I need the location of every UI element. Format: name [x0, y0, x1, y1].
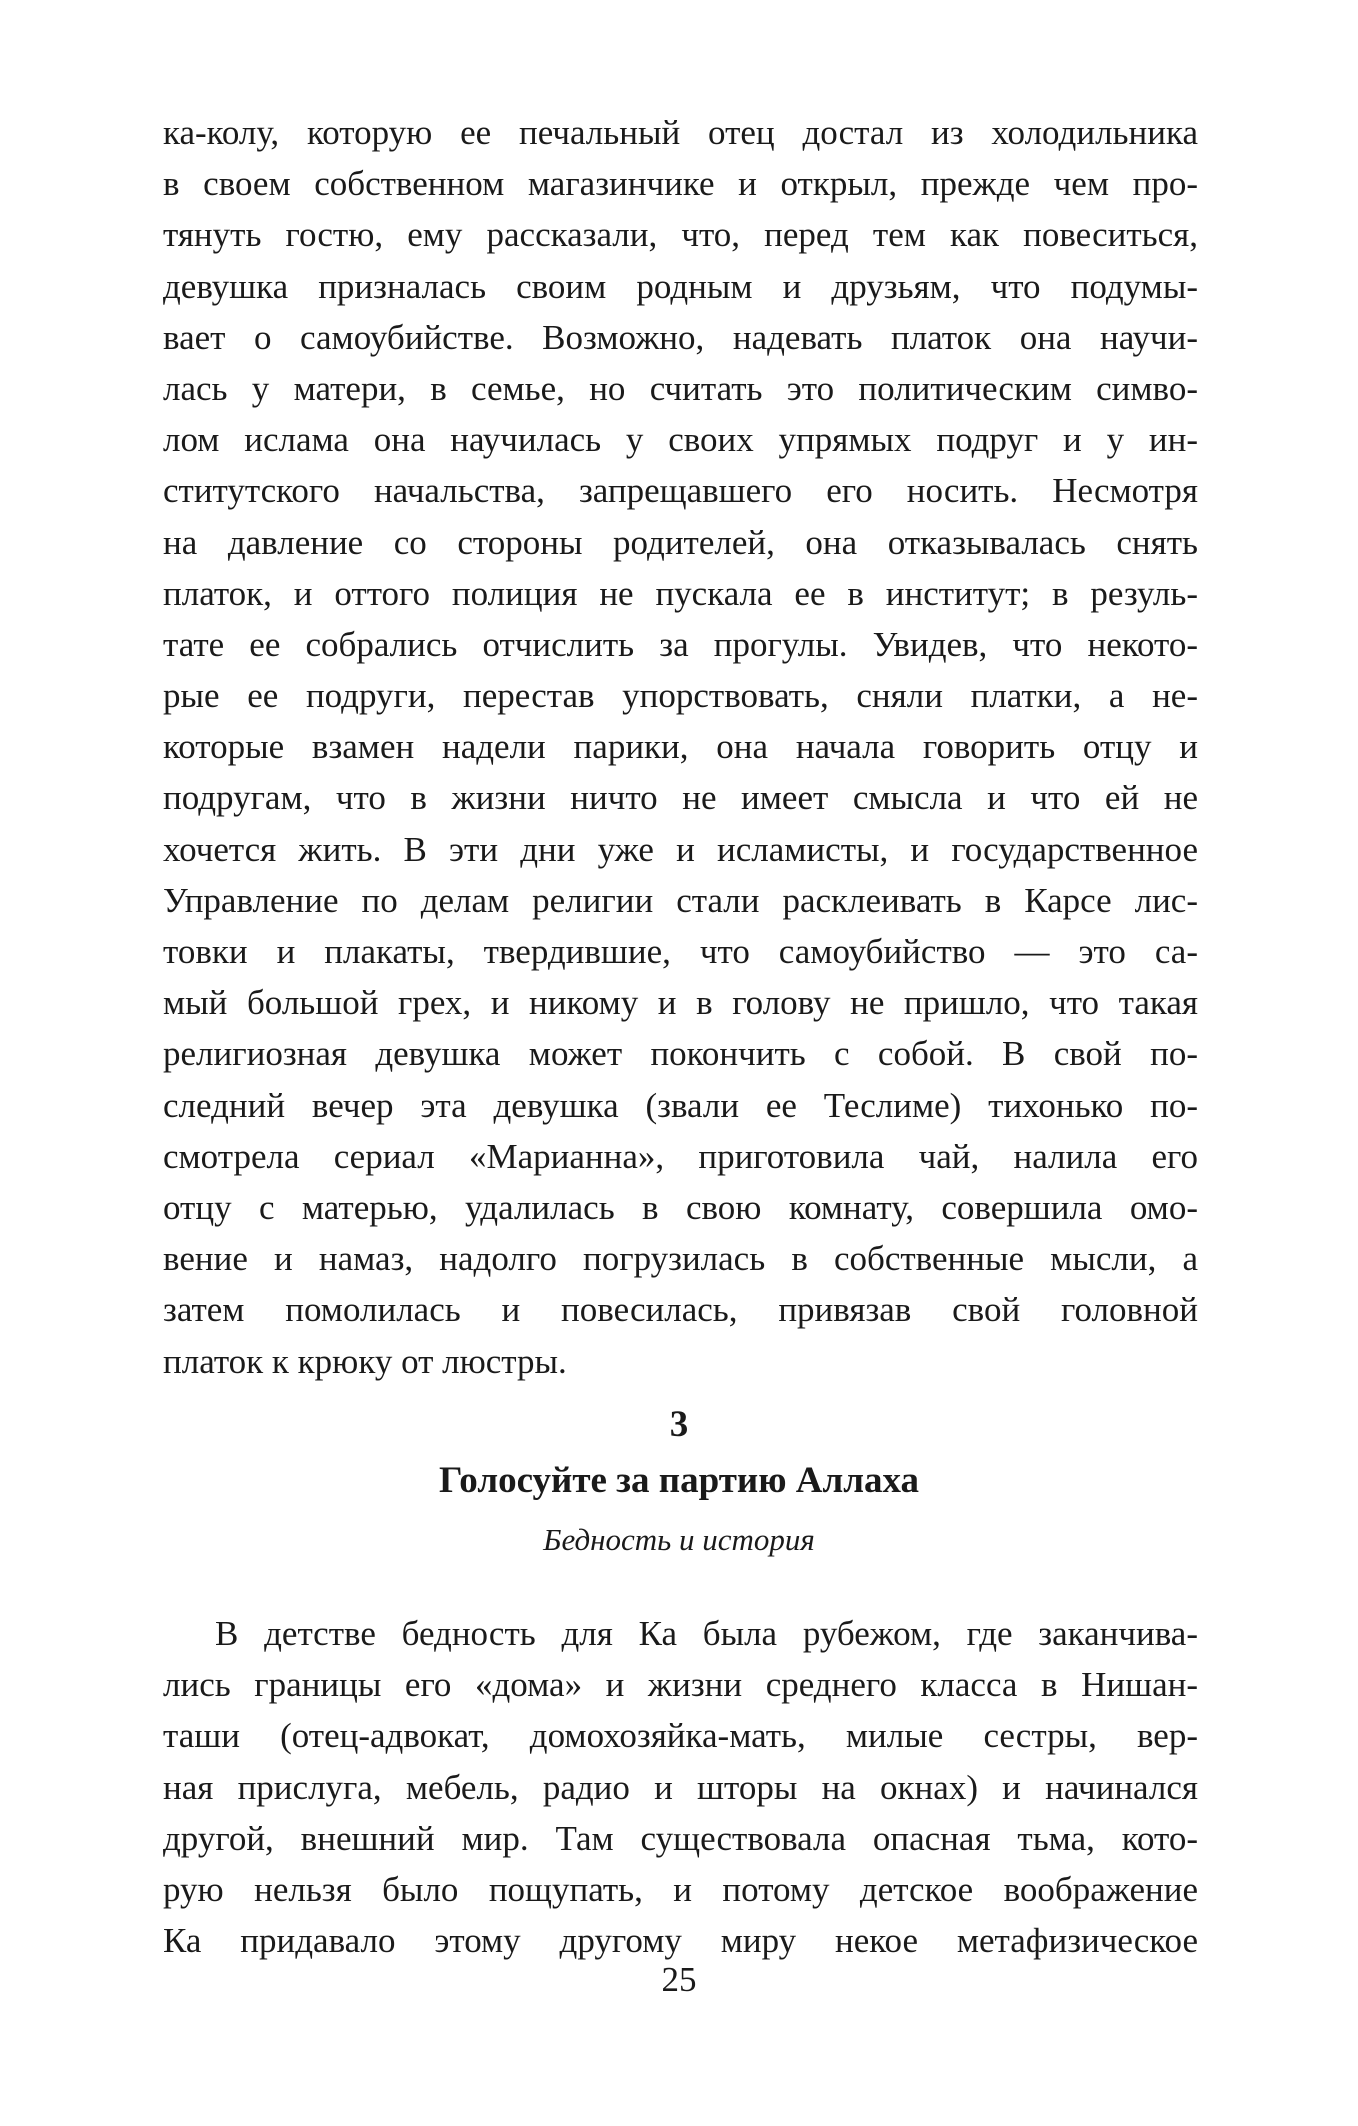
text-line: товки и плакаты, твердившие, что самоубийство — это са-: [163, 932, 1198, 971]
text-line: на давление со стороны родителей, она отказывалась снять: [163, 522, 1198, 562]
text-line: другой, внешний мир. Там существовала опасная тьма, кото-: [163, 1818, 1198, 1858]
text-line: затем помолилась и повесилась, привязав свой головной: [163, 1290, 1198, 1330]
paragraph-top: [163, 107, 1198, 1387]
page-number: 25: [661, 1960, 697, 1999]
text-line: мый большой грех, и никому и в голову не пришло, что такая: [163, 983, 1198, 1023]
text-line: в своем собственном магазинчике и открыл, прежде чем про-: [163, 164, 1198, 204]
text-line: тате ее собрались отчислить за прогулы. Увидев, что некото-: [163, 624, 1198, 664]
text-line: девушка призналась своим родным и друзьям, что подумы-: [163, 266, 1198, 306]
text-line: платок к крюку от люстры.: [163, 1341, 567, 1381]
text-line: подругам, что в жизни ничто не имеет смысла и что ей не: [163, 778, 1198, 818]
text-line: смотрела сериал «Марианна», приготовила чай, налила его: [163, 1136, 1198, 1176]
chapter-number: 3: [669, 1404, 689, 1445]
text-line: вает о самоубийстве. Возможно, надевать платок она научи-: [163, 317, 1198, 357]
paragraph-bottom: [163, 1608, 1198, 1966]
text-line: Управление по делам религии стали расклеивать в Карсе лис-: [163, 880, 1198, 920]
chapter-title: Голосуйте за партию Аллаха: [439, 1460, 919, 1501]
text-line: тянуть гостю, ему рассказали, что, перед тем как повеситься,: [163, 215, 1198, 255]
text-line: платок, и оттого полиция не пускала ее в институт; в резуль-: [163, 573, 1198, 613]
text-line: В детстве бедность для Ка была рубежом, где заканчива-: [215, 1614, 1198, 1653]
text-line: ститутского начальства, запрещавшего его носить. Несмотря: [163, 471, 1198, 511]
text-line: хочется жить. В эти дни уже и исламисты, и государственное: [163, 829, 1198, 869]
text-line: вение и намаз, надолго погрузилась в собственные мысли, а: [163, 1239, 1198, 1279]
text-line: ная прислуга, мебель, радио и шторы на окнах) и начинался: [163, 1767, 1198, 1807]
text-line: ка-колу, которую ее печальный отец достал из холодильника: [163, 113, 1198, 152]
text-line: отцу с матерью, удалилась в свою комнату, совершила омо-: [163, 1187, 1198, 1227]
text-line: таши (отец-адвокат, домохозяйка-мать, милые сестры, вер-: [163, 1716, 1198, 1756]
text-line: рые ее подруги, перестав упорствовать, сняли платки, а не-: [163, 676, 1198, 716]
chapter-subtitle: Бедность и история: [543, 1522, 815, 1557]
text-line: которые взамен надели парики, она начала говорить отцу и: [163, 727, 1198, 767]
text-line: лись границы его «дома» и жизни среднего класса в Нишан-: [163, 1665, 1198, 1705]
text-line: лом ислама она научилась у своих упрямых подруг и у ин-: [163, 420, 1198, 460]
text-line: лась у матери, в семье, но считать это политическим симво-: [163, 368, 1198, 408]
text-line: следний вечер эта девушка (звали ее Теслиме) тихонько по-: [163, 1085, 1198, 1125]
text-line: Ка придавало этому другому миру некое метафизическое: [163, 1921, 1198, 1961]
text-line: рую нельзя было пощупать, и потому детское воображение: [163, 1869, 1198, 1909]
text-line: религиозная девушка может покончить с собой. В свой по-: [163, 1034, 1198, 1074]
